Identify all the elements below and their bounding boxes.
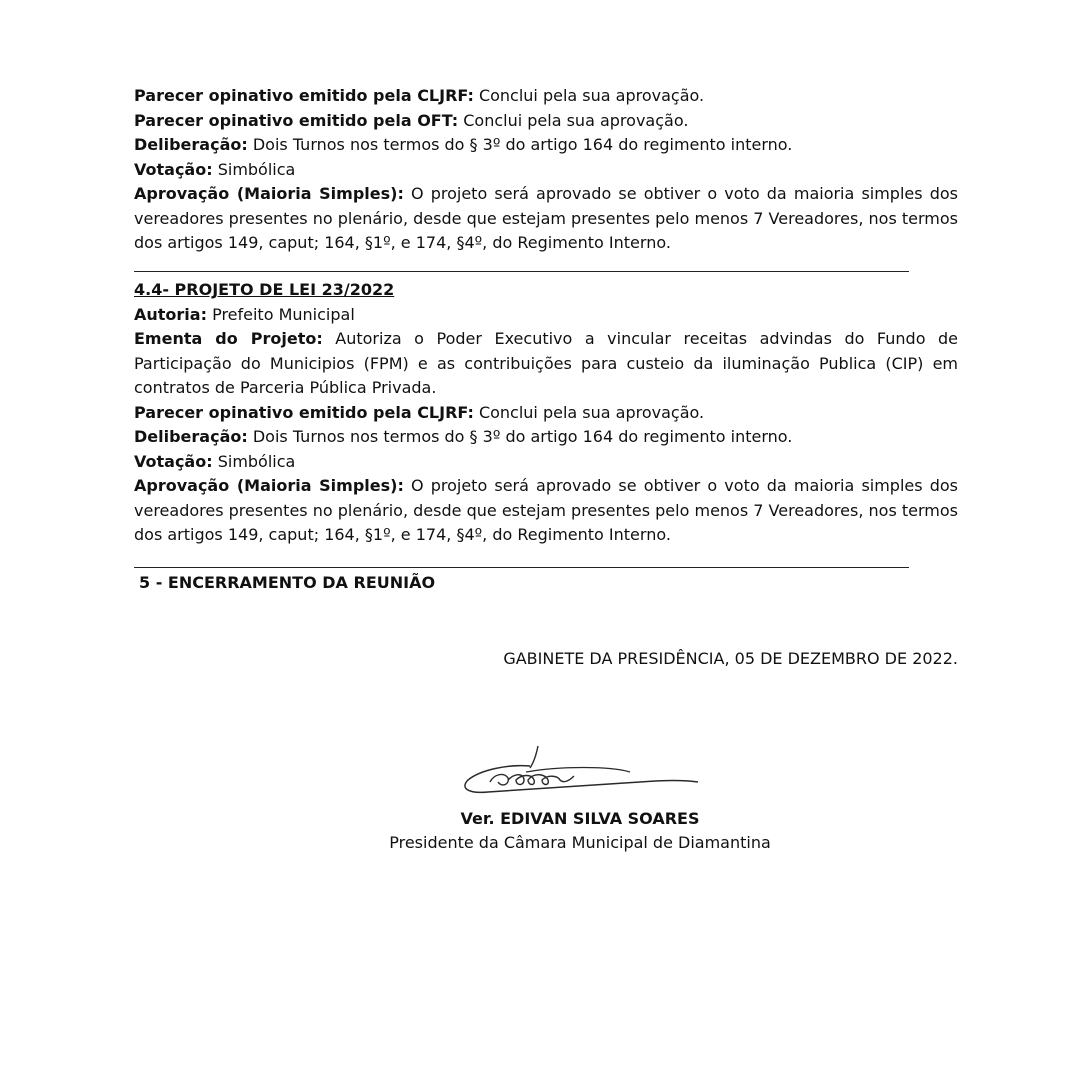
deliberacao-text: Dois Turnos nos termos do § 3º do artigo 164 do regimento interno. — [247, 135, 793, 154]
ementa-text: Autoriza o Poder Executivo a vincular receitas advindas do Fundo de Participação do Municipios (FPM) e as contribuições para custeio da iluminação Publica (CIP) em contratos de Parceria Pública Privada. — [134, 329, 958, 397]
votacao-label: Votação: — [134, 451, 213, 471]
deliberacao-text: Dois Turnos nos termos do § 3º do artigo 164 do regimento interno. — [247, 427, 793, 446]
date-line: GABINETE DA PRESIDÊNCIA, 05 DE DEZEMBRO DE 2022. — [503, 649, 958, 668]
section-title: 4.4- PROJETO DE LEI 23/2022 — [134, 280, 395, 299]
aprovacao-paragraph — [134, 474, 958, 548]
parecer-oft-line — [134, 109, 958, 134]
parecer-cljrf-label: Parecer opinativo emitido pela CLJRF: — [134, 402, 474, 422]
autoria-label: Autoria: — [134, 304, 207, 324]
handwritten-signature — [460, 742, 700, 804]
votacao-text: Simbólica — [212, 451, 296, 471]
aprovacao-text: O projeto será aprovado se obtiver o voto da maioria simples dos vereadores presentes no plenário, desde que estejam presentes pelo menos 7 Vereadores, nos termos dos artigos 149, caput; 164, §1º, e 174, §4º, do Regimento Interno. — [134, 476, 958, 544]
parecer-cljrf-text: Conclui pela sua aprovação. — [473, 86, 705, 105]
parecer-oft-text: Conclui pela sua aprovação. — [458, 110, 689, 130]
deliberacao-line — [134, 425, 958, 450]
votacao-line — [134, 158, 958, 183]
votacao-line — [134, 450, 958, 475]
autoria-text: Prefeito Municipal — [206, 304, 355, 324]
aprovacao-label: Aprovação (Maioria Simples): — [134, 476, 404, 495]
section-4-3-block — [134, 84, 958, 256]
aprovacao-label: Aprovação (Maioria Simples): — [134, 184, 404, 203]
deliberacao-line — [134, 133, 958, 158]
parecer-cljrf-text: Conclui pela sua aprovação. — [473, 402, 705, 422]
ementa-label: Ementa do Projeto: — [134, 329, 323, 348]
signer-name: Ver. EDIVAN SILVA SOARES — [460, 809, 700, 828]
aprovacao-text: O projeto será aprovado se obtiver o voto da maioria simples dos vereadores presentes no plenário, desde que estejam presentes pelo menos 7 Vereadores, nos termos dos artigos 149, caput; 164, §1º, e 174, §4º, do Regimento Interno. — [134, 184, 958, 252]
ementa-paragraph — [134, 327, 958, 401]
autoria-line — [134, 303, 958, 328]
votacao-label: Votação: — [134, 159, 213, 179]
deliberacao-label: Deliberação: — [134, 427, 248, 446]
parecer-cljrf-line — [134, 84, 958, 109]
aprovacao-paragraph — [134, 182, 958, 256]
signer-role: Presidente da Câmara Municipal de Diamantina — [389, 833, 771, 852]
parecer-oft-label: Parecer opinativo emitido pela OFT: — [134, 110, 459, 130]
votacao-text: Simbólica — [212, 159, 296, 179]
section-divider — [134, 567, 909, 568]
parecer-cljrf-line — [134, 401, 958, 426]
closing-title: 5 - ENCERRAMENTO DA REUNIÃO — [139, 573, 436, 592]
deliberacao-label: Deliberação: — [134, 135, 248, 154]
section-4-4-block — [134, 278, 958, 548]
parecer-cljrf-label: Parecer opinativo emitido pela CLJRF: — [134, 86, 474, 105]
section-divider — [134, 271, 909, 272]
